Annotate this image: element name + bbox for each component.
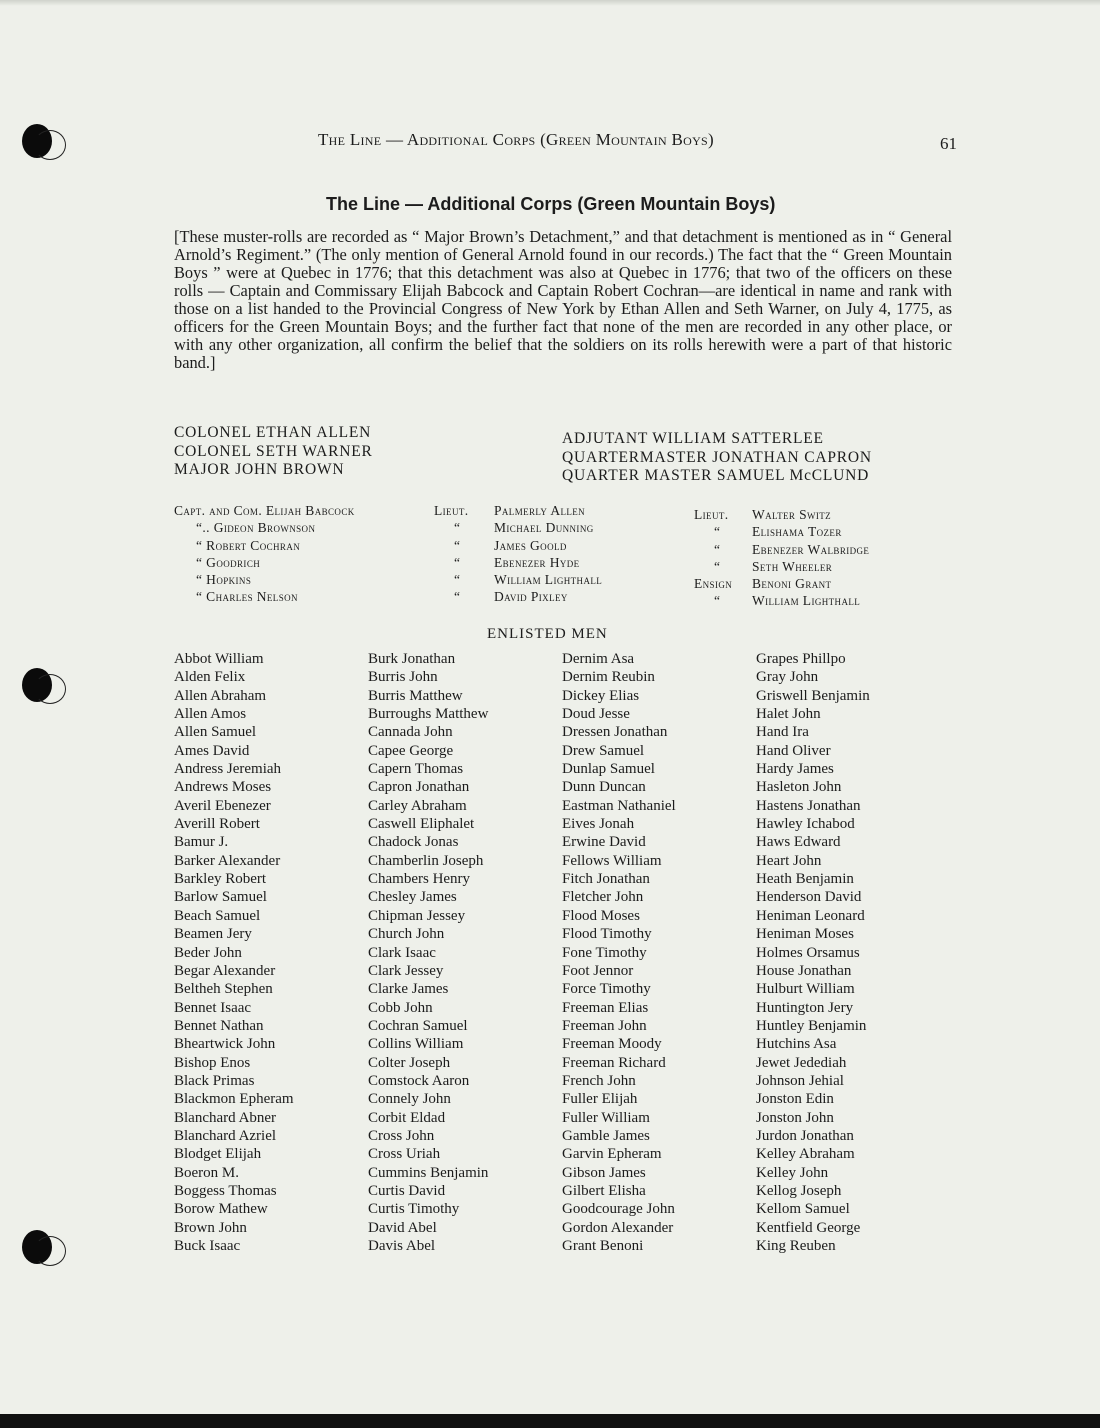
enlisted-name: Clark Isaac <box>368 944 436 961</box>
enlisted-name: Averil Ebenezer <box>174 797 271 814</box>
enlisted-name: Burk Jonathan <box>368 651 456 667</box>
enlisted-name: Gray John <box>756 669 819 686</box>
enlisted-name: French John <box>562 1072 636 1089</box>
enlisted-name: Drew Samuel <box>562 742 645 759</box>
enlisted-name: Fuller Elijah <box>562 1091 638 1108</box>
enlisted-name: Force Timothy <box>562 981 651 998</box>
enlisted-men-heading: ENLISTED MEN <box>487 626 608 642</box>
enlisted-name: Chadock Jonas <box>368 834 459 851</box>
lieutenant-name: Palmerly Allen <box>494 503 586 518</box>
enlisted-name: Hastens Jonathan <box>756 797 861 814</box>
enlisted-name: Allen Amos <box>174 706 247 723</box>
lieutenant-name: James Goold <box>494 537 567 553</box>
enlisted-name: Chipman Jessey <box>368 907 466 924</box>
officer-line: ADJUTANT WILLIAM SATTERLEE <box>562 430 824 447</box>
intro-paragraph: [These muster-rolls are recorded as “ Major Brown’s Detachment,” and that detachment is mentioned as in “ General Arnold’s Regiment.” (The only mention of General Arnold found in our records.) The fact that the “ Green Mountain Boys ” were at Quebec in 1776; that this detachment was also at Quebec in 1776; that two of the officers on these rolls — Captain and Commissary Elijah Babcock and Captain Robert Cochran—are identical in name and rank with those on a list handed to the Provincial Congress of New York by Ethan Allen and Seth Warner, on July 4, 1775, as officers for the Green Mountain Boys; and the further fact that none of the men are recorded in any other place, or with any other organization, all confirm the belief that the soldiers on its rolls herewith were a part of that historic band.] <box>174 227 952 372</box>
enlisted-name: Fuller William <box>562 1109 650 1126</box>
enlisted-name: David Abel <box>368 1219 437 1236</box>
rank-label: Ensign <box>694 576 733 592</box>
enlisted-name: Bennet Nathan <box>174 1017 264 1034</box>
enlisted-name: Gordon Alexander <box>562 1219 674 1236</box>
enlisted-name: Colter Joseph <box>368 1054 451 1071</box>
enlisted-column-1 <box>174 650 294 1255</box>
enlisted-name: Johnson Jehial <box>756 1072 844 1089</box>
lieutenants-list-second <box>694 506 869 610</box>
enlisted-name: Ames David <box>174 742 250 759</box>
enlisted-name: Gamble James <box>562 1127 650 1144</box>
enlisted-name: Gilbert Elisha <box>562 1182 646 1199</box>
enlisted-name: Bennet Isaac <box>174 999 252 1016</box>
enlisted-name: Huntington Jery <box>756 999 854 1016</box>
enlisted-name: Kelley Abraham <box>756 1146 855 1163</box>
enlisted-name: Collins William <box>368 1036 464 1053</box>
enlisted-name: Fletcher John <box>562 889 644 906</box>
enlisted-name: Blanchard Abner <box>174 1109 277 1126</box>
enlisted-name: Dernim Reubin <box>562 669 655 686</box>
enlisted-name: Dunn Duncan <box>562 779 646 796</box>
officer-name: Benoni Grant <box>752 576 832 592</box>
page-edge-top <box>0 0 1100 6</box>
enlisted-name: Fitch Jonathan <box>562 871 650 888</box>
section-title: The Line — Additional Corps (Green Mountain Boys) <box>326 194 776 214</box>
enlisted-name: Begar Alexander <box>174 962 276 979</box>
officer-line: COLONEL SETH WARNER <box>174 442 373 460</box>
enlisted-name: Gibson James <box>562 1164 646 1181</box>
punch-hole-top <box>22 124 52 158</box>
enlisted-name: Freeman John <box>562 1017 647 1034</box>
lieutenants-list-first <box>434 502 602 606</box>
enlisted-name: Chambers Henry <box>368 871 471 888</box>
enlisted-name: Henderson David <box>756 889 862 906</box>
enlisted-name: Kentfield George <box>756 1219 861 1236</box>
enlisted-name: Black Primas <box>174 1072 255 1089</box>
enlisted-name: Burroughs Matthew <box>368 706 489 723</box>
enlisted-name: Hand Oliver <box>756 742 831 759</box>
enlisted-name: Cross John <box>368 1127 435 1144</box>
officer-line: MAJOR JOHN BROWN <box>174 461 345 478</box>
officer-name: Seth Wheeler <box>752 558 833 574</box>
enlisted-name: Cochran Samuel <box>368 1017 468 1034</box>
enlisted-name: Averill Robert <box>174 816 260 833</box>
ditto-marks: “ “ “ “ “ <box>454 520 461 605</box>
enlisted-name: Beach Samuel <box>174 907 261 924</box>
enlisted-name: Flood Moses <box>562 907 640 924</box>
rank-label: “ <box>714 558 721 574</box>
rank-label: Lieut. <box>434 503 469 518</box>
enlisted-name: Abbot William <box>174 651 264 667</box>
enlisted-name: King Reuben <box>756 1238 836 1254</box>
captain-entry: “ Charles Nelson <box>196 589 298 605</box>
enlisted-name: Capern Thomas <box>368 761 464 778</box>
enlisted-name: Hasleton John <box>756 779 842 796</box>
captains-list <box>174 502 355 606</box>
enlisted-name: Kellom Samuel <box>756 1201 850 1218</box>
enlisted-name: Goodcourage John <box>562 1201 675 1218</box>
captain-entry: “ Hopkins <box>196 572 252 588</box>
enlisted-name: Heath Benjamin <box>756 871 854 888</box>
enlisted-name: Halet John <box>756 706 821 723</box>
enlisted-name: Huntley Benjamin <box>756 1017 867 1034</box>
enlisted-name: Jonston Edin <box>756 1091 834 1108</box>
enlisted-name: Erwine David <box>562 834 646 851</box>
enlisted-name: Cobb John <box>368 999 433 1016</box>
enlisted-name: Bamur J. <box>174 834 229 851</box>
enlisted-name: Freeman Moody <box>562 1036 662 1053</box>
punch-hole-middle <box>22 668 52 702</box>
captain-entry: “.. Gideon Brownson <box>196 520 316 536</box>
enlisted-column-3 <box>562 650 676 1255</box>
enlisted-name: Burris Matthew <box>368 687 463 704</box>
enlisted-name: Church John <box>368 926 445 943</box>
lieutenant-name: William Lighthall <box>494 572 603 588</box>
enlisted-name: Alden Felix <box>174 669 246 686</box>
enlisted-name: Kelley John <box>756 1164 829 1181</box>
enlisted-name: House Jonathan <box>756 962 852 979</box>
enlisted-name: Andrews Moses <box>174 779 272 796</box>
enlisted-name: Eives Jonah <box>562 816 635 833</box>
enlisted-name: Allen Abraham <box>174 687 267 704</box>
enlisted-name: Capron Jonathan <box>368 779 470 796</box>
enlisted-name: Caswell Eliphalet <box>368 816 475 833</box>
rank-label: “ <box>714 541 721 557</box>
enlisted-name: Beder John <box>174 944 242 961</box>
captain-entry: “ Robert Cochran <box>196 537 301 553</box>
officer-line: COLONEL ETHAN ALLEN <box>174 424 372 441</box>
enlisted-name: Heniman Leonard <box>756 907 865 924</box>
enlisted-name: Chamberlin Joseph <box>368 852 484 869</box>
enlisted-name: Haws Edward <box>756 834 841 851</box>
lieutenant-name: Michael Dunning <box>494 520 594 536</box>
enlisted-name: Curtis David <box>368 1182 446 1199</box>
enlisted-name: Dressen Jonathan <box>562 724 668 741</box>
officer-line: QUARTER MASTER SAMUEL McCLUND <box>562 467 870 484</box>
captain-entry: “ Goodrich <box>196 554 261 570</box>
enlisted-name: Freeman Elias <box>562 999 649 1016</box>
enlisted-name: Capee George <box>368 742 454 759</box>
enlisted-name: Bheartwick John <box>174 1036 276 1053</box>
enlisted-name: Cannada John <box>368 724 453 741</box>
enlisted-name: Fone Timothy <box>562 944 647 961</box>
lieutenant-name: Ebenezer Hyde <box>494 554 580 570</box>
enlisted-name: Hand Ira <box>756 724 809 741</box>
enlisted-name: Cummins Benjamin <box>368 1164 489 1181</box>
enlisted-name: Hawley Ichabod <box>756 816 855 833</box>
rank-label: “ <box>714 593 721 609</box>
enlisted-name: Brown John <box>174 1219 247 1236</box>
captain-entry: Capt. and Com. Elijah Babcock <box>174 503 355 518</box>
enlisted-name: Comstock Aaron <box>368 1072 470 1089</box>
enlisted-name: Davis Abel <box>368 1238 436 1254</box>
enlisted-name: Holmes Orsamus <box>756 944 860 961</box>
officer-name: Ebenezer Walbridge <box>752 541 870 557</box>
enlisted-name: Boggess Thomas <box>174 1182 277 1199</box>
enlisted-name: Garvin Epheram <box>562 1146 662 1163</box>
enlisted-name: Burris John <box>368 669 438 686</box>
enlisted-name: Dickey Elias <box>562 687 640 704</box>
enlisted-name: Chesley James <box>368 889 457 906</box>
enlisted-name: Beltheh Stephen <box>174 981 273 998</box>
lieutenant-name: David Pixley <box>494 589 568 605</box>
enlisted-name: Doud Jesse <box>562 706 630 723</box>
enlisted-name: Jurdon Jonathan <box>756 1127 854 1144</box>
enlisted-name: Carley Abraham <box>368 797 467 814</box>
enlisted-name: Jonston John <box>756 1109 834 1126</box>
enlisted-name: Fellows William <box>562 852 662 869</box>
field-officers-left <box>174 424 373 480</box>
enlisted-name: Foot Jennor <box>562 962 634 979</box>
enlisted-name: Jewet Jedediah <box>756 1054 847 1071</box>
enlisted-name: Cross Uriah <box>368 1146 441 1163</box>
enlisted-name: Heniman Moses <box>756 926 854 943</box>
enlisted-name: Clarke James <box>368 981 449 998</box>
rank-label: “ <box>714 524 721 540</box>
enlisted-name: Griswell Benjamin <box>756 687 870 704</box>
enlisted-name: Boeron M. <box>174 1164 239 1181</box>
officer-name: William Lighthall <box>752 593 861 609</box>
enlisted-name: Blodget Elijah <box>174 1146 262 1163</box>
officer-name: Walter Switz <box>752 507 832 522</box>
enlisted-name: Grant Benoni <box>562 1238 644 1254</box>
officer-line: QUARTERMASTER JONATHAN CAPRON <box>562 448 872 466</box>
enlisted-name: Freeman Richard <box>562 1054 666 1071</box>
enlisted-name: Grapes Phillpo <box>756 651 846 667</box>
enlisted-name: Hutchins Asa <box>756 1036 837 1053</box>
officer-name: Elishama Tozer <box>752 524 842 540</box>
enlisted-name: Curtis Timothy <box>368 1201 460 1218</box>
enlisted-name: Barker Alexander <box>174 852 281 869</box>
enlisted-name: Barkley Robert <box>174 871 267 888</box>
enlisted-name: Allen Samuel <box>174 724 257 741</box>
field-officers-right <box>562 430 872 486</box>
enlisted-name: Dernim Asa <box>562 651 635 667</box>
enlisted-name: Eastman Nathaniel <box>562 797 676 814</box>
enlisted-name: Hulburt William <box>756 981 855 998</box>
enlisted-name: Buck Isaac <box>174 1238 241 1254</box>
enlisted-name: Bishop Enos <box>174 1054 251 1071</box>
enlisted-name: Beamen Jery <box>174 926 252 943</box>
enlisted-name: Dunlap Samuel <box>562 761 655 778</box>
enlisted-name: Kellog Joseph <box>756 1182 842 1199</box>
enlisted-name: Flood Timothy <box>562 926 652 943</box>
enlisted-column-4 <box>756 650 870 1255</box>
punch-hole-bottom <box>22 1230 52 1264</box>
running-head: The Line — Additional Corps (Green Mountain Boys) <box>318 130 714 149</box>
enlisted-name: Hardy James <box>756 761 834 778</box>
enlisted-name: Borow Mathew <box>174 1201 268 1218</box>
enlisted-name: Andress Jeremiah <box>174 761 282 778</box>
rank-label: Lieut. <box>694 507 729 522</box>
enlisted-name: Connely John <box>368 1091 451 1108</box>
enlisted-name: Blackmon Epheram <box>174 1091 294 1108</box>
enlisted-name: Barlow Samuel <box>174 889 267 906</box>
page-edge-bottom <box>0 1414 1100 1428</box>
enlisted-name: Heart John <box>756 852 822 869</box>
enlisted-name: Blanchard Azriel <box>174 1127 277 1144</box>
page-number: 61 <box>940 134 957 153</box>
enlisted-column-2 <box>368 650 488 1255</box>
enlisted-name: Clark Jessey <box>368 962 444 979</box>
enlisted-name: Corbit Eldad <box>368 1109 446 1126</box>
